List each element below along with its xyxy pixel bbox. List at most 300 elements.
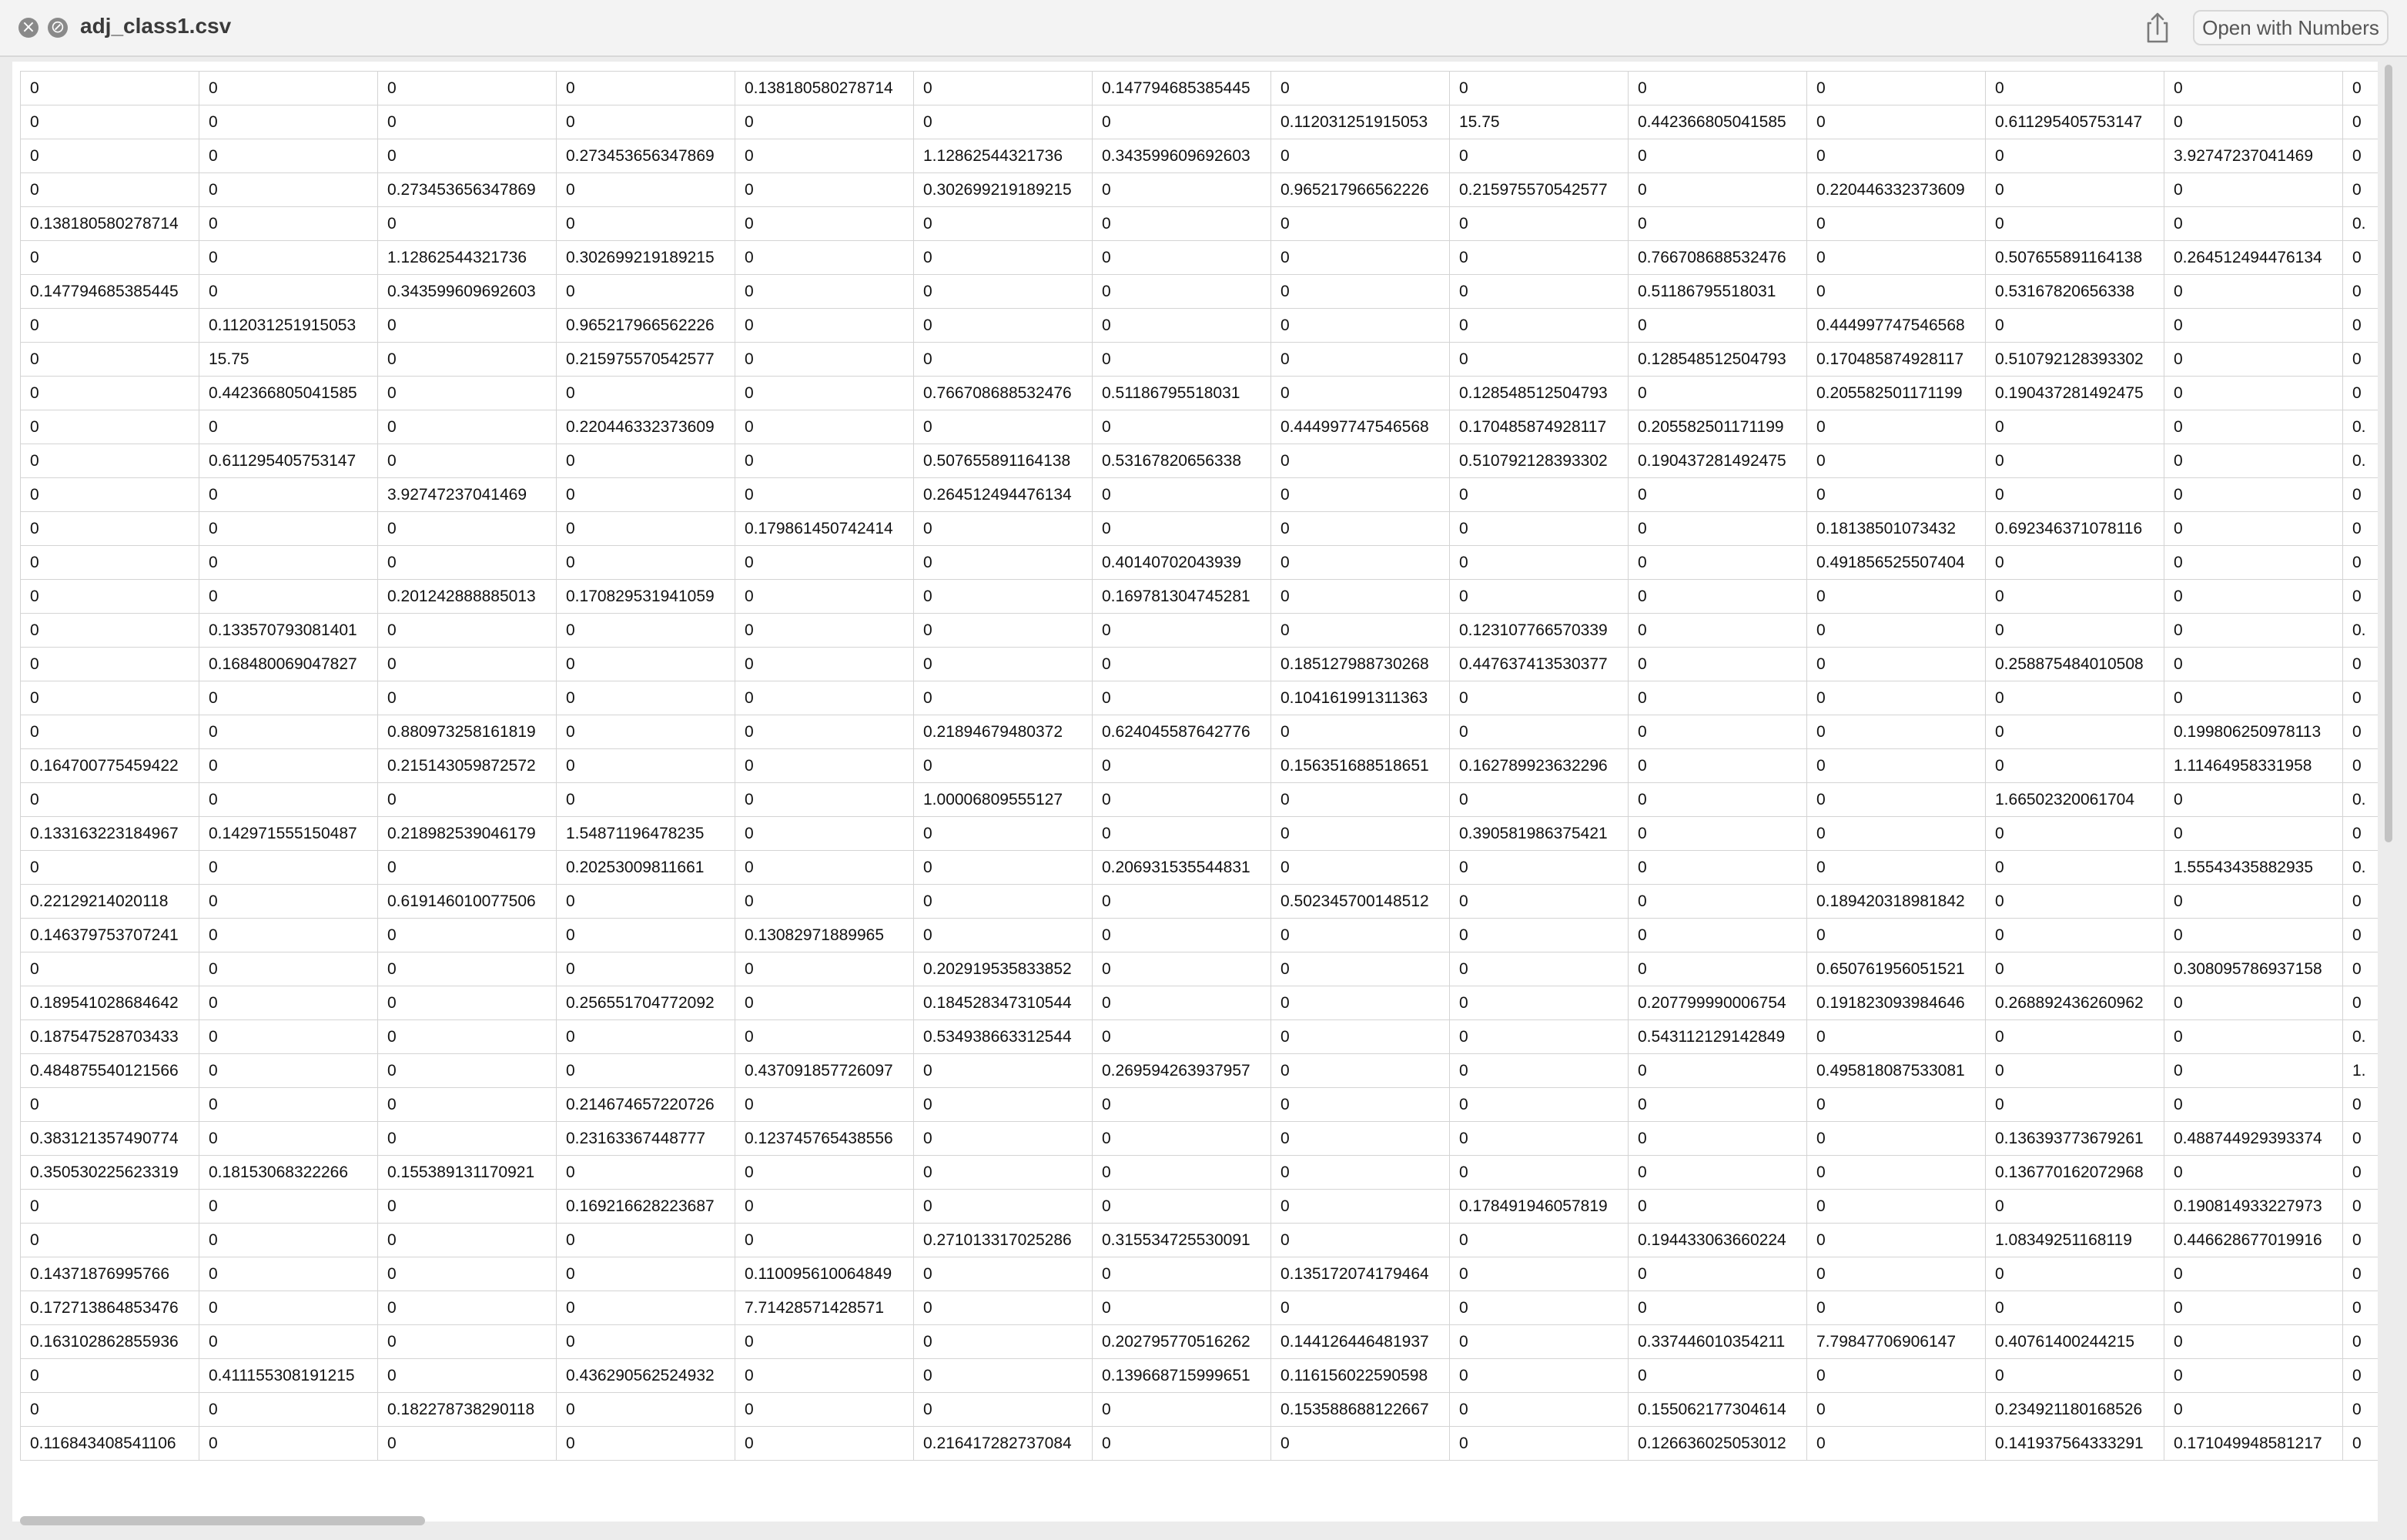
table-cell: 0 (1986, 72, 2164, 105)
table-cell: 0 (1807, 614, 1986, 648)
table-cell: 0 (2343, 919, 2379, 952)
table-cell: 0 (1986, 952, 2164, 986)
table-cell: 0 (735, 715, 914, 749)
table-cell: 0.128548512504793 (1629, 343, 1807, 377)
table-cell: 0.264512494476134 (2164, 241, 2343, 275)
table-cell: 0 (1629, 783, 1807, 817)
table-cell: 0.187547528703433 (21, 1020, 199, 1054)
table-cell: 0 (735, 681, 914, 715)
table-cell: 0 (21, 105, 199, 139)
table-cell: 0.269594263937957 (1093, 1054, 1271, 1088)
table-cell: 0.502345700148512 (1271, 885, 1450, 919)
table-cell: 0 (199, 952, 378, 986)
table-cell: 0 (1450, 1427, 1629, 1461)
table-cell: 0.484875540121566 (21, 1054, 199, 1088)
table-cell: 0 (2343, 1393, 2379, 1427)
table-cell: 0 (199, 851, 378, 885)
table-cell: 1. (2343, 1054, 2379, 1088)
table-cell: 0 (1986, 817, 2164, 851)
table-cell: 0 (1986, 919, 2164, 952)
table-cell: 0.14371876995766 (21, 1257, 199, 1291)
table-cell: 0 (1093, 1156, 1271, 1190)
table-cell: 0 (557, 173, 735, 207)
table-cell: 0.965217966562226 (557, 309, 735, 343)
table-cell: 0 (1807, 1427, 1986, 1461)
table-cell: 0.264512494476134 (914, 478, 1093, 512)
table-cell: 0.169781304745281 (1093, 580, 1271, 614)
table-cell: 0.21894679480372 (914, 715, 1093, 749)
horizontal-scroll-thumb[interactable] (20, 1516, 425, 1525)
table-cell: 0.178491946057819 (1450, 1190, 1629, 1224)
table-cell: 0.191823093984646 (1807, 986, 1986, 1020)
table-cell: 0. (2343, 614, 2379, 648)
disabled-circle-icon[interactable]: ⊘ (48, 18, 68, 38)
table-cell: 0 (1807, 817, 1986, 851)
table-cell: 0 (1271, 139, 1450, 173)
table-cell: 0 (1450, 919, 1629, 952)
table-cell: 0.112031251915053 (199, 309, 378, 343)
table-cell: 0 (2164, 1088, 2343, 1122)
table-cell: 0 (557, 478, 735, 512)
table-cell: 0 (1271, 377, 1450, 410)
table-cell: 0.350530225623319 (21, 1156, 199, 1190)
table-cell: 0 (2343, 275, 2379, 309)
table-cell: 0 (1986, 749, 2164, 783)
table-cell: 0 (1450, 1088, 1629, 1122)
table-cell: 0 (2343, 715, 2379, 749)
table-cell: 0 (199, 1224, 378, 1257)
table-cell: 0 (378, 1257, 557, 1291)
table-cell: 0. (2343, 851, 2379, 885)
table-cell: 0.155062177304614 (1629, 1393, 1807, 1427)
table-cell: 0 (2343, 241, 2379, 275)
table-cell: 0 (735, 173, 914, 207)
table-cell: 0.495818087533081 (1807, 1054, 1986, 1088)
table-cell: 0 (914, 919, 1093, 952)
table-cell: 0 (199, 1020, 378, 1054)
table-row (21, 1156, 2379, 1190)
table-cell: 0 (1807, 580, 1986, 614)
table-cell: 0.51186795518031 (1093, 377, 1271, 410)
table-cell: 0 (1093, 952, 1271, 986)
table-cell: 0 (378, 1427, 557, 1461)
table-cell: 0 (914, 207, 1093, 241)
table-cell: 0.133570793081401 (199, 614, 378, 648)
table-row (21, 512, 2379, 546)
table-cell: 0 (1093, 1190, 1271, 1224)
table-cell: 0.215143059872572 (378, 749, 557, 783)
table-cell: 0 (1629, 1088, 1807, 1122)
table-cell: 0.611295405753147 (199, 444, 378, 478)
table-cell: 0.170485874928117 (1450, 410, 1629, 444)
table-cell: 0 (199, 512, 378, 546)
table-cell: 0.40140702043939 (1093, 546, 1271, 580)
table-cell: 0 (1629, 648, 1807, 681)
table-cell: 0 (2164, 309, 2343, 343)
table-cell: 0 (21, 72, 199, 105)
table-cell: 0 (1271, 478, 1450, 512)
table-cell: 0 (1271, 1122, 1450, 1156)
table-cell: 0 (735, 1224, 914, 1257)
table-cell: 0 (1093, 1257, 1271, 1291)
csv-table (20, 71, 2378, 1461)
table-cell: 0.164700775459422 (21, 749, 199, 783)
table-cell: 0 (199, 72, 378, 105)
table-cell: 0.534938663312544 (914, 1020, 1093, 1054)
share-icon[interactable] (2142, 11, 2173, 45)
table-cell: 0 (199, 105, 378, 139)
table-cell: 0 (914, 817, 1093, 851)
table-cell: 0 (199, 546, 378, 580)
table-cell: 0.199806250978113 (2164, 715, 2343, 749)
table-cell: 0 (1986, 139, 2164, 173)
table-cell: 0.153588688122667 (1271, 1393, 1450, 1427)
table-cell: 0 (1093, 241, 1271, 275)
table-cell: 0 (735, 986, 914, 1020)
table-cell: 0 (21, 715, 199, 749)
table-cell: 0 (2343, 478, 2379, 512)
table-cell: 0.116156022590598 (1271, 1359, 1450, 1393)
table-cell: 0 (1629, 851, 1807, 885)
table-cell: 0 (1093, 986, 1271, 1020)
table-cell: 0 (1629, 580, 1807, 614)
table-cell: 0.135172074179464 (1271, 1257, 1450, 1291)
table-row (21, 1224, 2379, 1257)
table-cell: 0 (914, 851, 1093, 885)
table-cell: 0 (378, 105, 557, 139)
table-cell: 0 (1271, 1054, 1450, 1088)
csv-preview-area[interactable] (12, 62, 2378, 1522)
table-cell: 0 (1629, 1054, 1807, 1088)
table-cell: 0 (21, 241, 199, 275)
table-cell: 0 (2343, 986, 2379, 1020)
table-cell: 0.624045587642776 (1093, 715, 1271, 749)
table-cell: 0 (199, 783, 378, 817)
table-cell: 0 (557, 749, 735, 783)
table-cell: 0 (1271, 851, 1450, 885)
table-cell: 0 (1450, 783, 1629, 817)
table-cell: 0 (1807, 1257, 1986, 1291)
table-cell: 0 (914, 105, 1093, 139)
close-x-icon[interactable]: × (18, 18, 38, 38)
table-cell: 0 (1986, 1257, 2164, 1291)
table-cell: 0 (1093, 1393, 1271, 1427)
table-cell: 0 (735, 614, 914, 648)
table-cell: 0.258875484010508 (1986, 648, 2164, 681)
table-cell: 0 (199, 207, 378, 241)
table-cell: 0 (1093, 749, 1271, 783)
table-row (21, 1020, 2379, 1054)
table-cell: 0 (1986, 478, 2164, 512)
table-cell: 0 (914, 1393, 1093, 1427)
table-cell: 0 (557, 715, 735, 749)
table-cell: 0.619146010077506 (378, 885, 557, 919)
table-cell: 0 (557, 512, 735, 546)
table-cell: 0 (914, 1257, 1093, 1291)
table-cell: 0.437091857726097 (735, 1054, 914, 1088)
table-cell: 0 (1807, 851, 1986, 885)
table-cell: 0 (735, 241, 914, 275)
table-cell: 0 (2164, 919, 2343, 952)
table-cell: 0 (21, 173, 199, 207)
vertical-scroll-thumb[interactable] (2385, 65, 2392, 842)
table-cell: 0 (21, 851, 199, 885)
table-cell: 0 (199, 1257, 378, 1291)
table-cell: 0 (1986, 851, 2164, 885)
table-cell: 0 (1450, 986, 1629, 1020)
table-cell: 7.71428571428571 (735, 1291, 914, 1325)
table-cell: 0 (1271, 580, 1450, 614)
table-cell: 0 (1093, 343, 1271, 377)
table-cell: 0 (1986, 309, 2164, 343)
table-cell: 0 (1450, 1020, 1629, 1054)
table-cell: 0 (2343, 546, 2379, 580)
table-cell: 0 (378, 1359, 557, 1393)
table-cell: 0 (735, 1325, 914, 1359)
table-cell: 0.411155308191215 (199, 1359, 378, 1393)
table-cell: 0.171049948581217 (2164, 1427, 2343, 1461)
table-cell: 0 (1986, 546, 2164, 580)
table-cell: 0.51186795518031 (1629, 275, 1807, 309)
table-cell: 0.170829531941059 (557, 580, 735, 614)
table-cell: 0.488744929393374 (2164, 1122, 2343, 1156)
table-cell: 0 (914, 1054, 1093, 1088)
table-cell: 0 (1807, 444, 1986, 478)
table-cell: 0 (378, 614, 557, 648)
table-cell: 0 (199, 885, 378, 919)
table-cell: 0 (914, 885, 1093, 919)
table-cell: 0 (1807, 139, 1986, 173)
table-cell: 0.53167820656338 (1986, 275, 2164, 309)
table-cell: 0.510792128393302 (1986, 343, 2164, 377)
table-cell: 0 (557, 1427, 735, 1461)
table-cell: 0.273453656347869 (378, 173, 557, 207)
table-cell: 0 (735, 275, 914, 309)
table-cell: 15.75 (199, 343, 378, 377)
table-cell: 0 (1629, 309, 1807, 343)
table-row (21, 851, 2379, 885)
table-cell: 0 (1807, 478, 1986, 512)
table-cell: 0 (735, 648, 914, 681)
table-cell: 0 (1093, 648, 1271, 681)
table-cell: 0 (557, 1054, 735, 1088)
table-cell: 0.146379753707241 (21, 919, 199, 952)
table-cell: 0 (2343, 1325, 2379, 1359)
table-cell: 0 (557, 444, 735, 478)
table-cell: 0.139668715999651 (1093, 1359, 1271, 1393)
table-cell: 0 (1093, 207, 1271, 241)
table-cell: 0 (1093, 105, 1271, 139)
table-cell: 0 (2164, 783, 2343, 817)
table-cell: 0 (1629, 885, 1807, 919)
table-cell: 0 (199, 749, 378, 783)
table-cell: 0.302699219189215 (557, 241, 735, 275)
table-cell: 0 (21, 546, 199, 580)
table-cell: 0.23163367448777 (557, 1122, 735, 1156)
table-cell: 0. (2343, 410, 2379, 444)
table-cell: 3.92747237041469 (378, 478, 557, 512)
table-cell: 0 (1450, 1393, 1629, 1427)
table-row (21, 1427, 2379, 1461)
table-cell: 0 (735, 546, 914, 580)
table-cell: 0.190437281492475 (1629, 444, 1807, 478)
table-cell: 0 (2164, 1393, 2343, 1427)
table-cell: 0.202919535833852 (914, 952, 1093, 986)
table-cell: 0 (378, 512, 557, 546)
table-cell: 0 (1629, 1359, 1807, 1393)
table-cell: 0 (1986, 1020, 2164, 1054)
table-cell: 0.965217966562226 (1271, 173, 1450, 207)
table-cell: 0 (1093, 1291, 1271, 1325)
table-cell: 0 (735, 749, 914, 783)
table-cell: 0 (1093, 410, 1271, 444)
table-cell: 0 (914, 1122, 1093, 1156)
table-cell: 0 (2164, 105, 2343, 139)
table-cell: 0 (1271, 614, 1450, 648)
table-cell: 0 (1629, 1156, 1807, 1190)
table-cell: 0 (1629, 546, 1807, 580)
table-cell: 0 (557, 1257, 735, 1291)
table-cell: 0 (1093, 1088, 1271, 1122)
table-cell: 1.12862544321736 (378, 241, 557, 275)
table-cell: 0 (199, 1088, 378, 1122)
table-cell: 0.442366805041585 (199, 377, 378, 410)
table-cell: 0.343599609692603 (378, 275, 557, 309)
table-cell: 0 (1450, 512, 1629, 546)
table-row (21, 749, 2379, 783)
table-cell: 0 (1450, 72, 1629, 105)
table-cell: 1.55543435882935 (2164, 851, 2343, 885)
table-cell: 0 (21, 952, 199, 986)
table-cell: 0 (2164, 648, 2343, 681)
table-cell: 0 (2164, 207, 2343, 241)
table-cell: 0 (735, 207, 914, 241)
table-cell: 0.766708688532476 (1629, 241, 1807, 275)
table-cell: 0.22129214020118 (21, 885, 199, 919)
table-row (21, 105, 2379, 139)
table-cell: 0 (1093, 478, 1271, 512)
table-row (21, 681, 2379, 715)
table-cell: 0 (735, 444, 914, 478)
table-cell: 0.766708688532476 (914, 377, 1093, 410)
table-row (21, 885, 2379, 919)
table-cell: 0 (199, 580, 378, 614)
table-cell: 0 (914, 1190, 1093, 1224)
table-cell: 0 (2343, 681, 2379, 715)
table-row (21, 410, 2379, 444)
table-cell: 0 (914, 1291, 1093, 1325)
table-cell: 0.190437281492475 (1986, 377, 2164, 410)
table-cell: 0 (1450, 1325, 1629, 1359)
table-cell: 0.436290562524932 (557, 1359, 735, 1393)
table-row (21, 1325, 2379, 1359)
table-cell: 0 (735, 1359, 914, 1393)
table-cell: 0 (1271, 546, 1450, 580)
table-cell: 0 (1629, 1122, 1807, 1156)
table-cell: 0 (2343, 139, 2379, 173)
table-cell: 0 (557, 885, 735, 919)
table-cell: 0.156351688518651 (1271, 749, 1450, 783)
table-cell: 0 (2164, 1020, 2343, 1054)
table-cell: 0 (378, 952, 557, 986)
table-cell: 0 (21, 783, 199, 817)
table-cell: 3.92747237041469 (2164, 139, 2343, 173)
table-cell: 0 (1271, 952, 1450, 986)
table-cell: 0 (1629, 749, 1807, 783)
table-cell: 0.168480069047827 (199, 648, 378, 681)
table-row (21, 444, 2379, 478)
table-cell: 0 (1450, 681, 1629, 715)
table-cell: 0 (1271, 309, 1450, 343)
table-cell: 0 (557, 1224, 735, 1257)
table-cell: 0 (2343, 749, 2379, 783)
table-cell: 0 (557, 546, 735, 580)
table-cell: 0 (557, 952, 735, 986)
table-cell: 0 (199, 986, 378, 1020)
table-cell: 0.273453656347869 (557, 139, 735, 173)
table-cell: 0 (199, 1325, 378, 1359)
table-cell: 15.75 (1450, 105, 1629, 139)
table-cell: 0 (2164, 478, 2343, 512)
table-row (21, 207, 2379, 241)
table-cell: 0.507655891164138 (1986, 241, 2164, 275)
table-cell: 0 (557, 681, 735, 715)
table-cell: 0 (1271, 783, 1450, 817)
table-cell: 0 (914, 749, 1093, 783)
table-cell: 0.155389131170921 (378, 1156, 557, 1190)
table-cell: 0.390581986375421 (1450, 817, 1629, 851)
table-cell: 0.18138501073432 (1807, 512, 1986, 546)
table-cell: 0 (1629, 377, 1807, 410)
table-cell: 0 (2343, 72, 2379, 105)
table-cell: 0 (2164, 410, 2343, 444)
table-cell: 0.315534725530091 (1093, 1224, 1271, 1257)
table-cell: 0 (378, 851, 557, 885)
table-cell: 0.138180580278714 (21, 207, 199, 241)
table-row (21, 919, 2379, 952)
table-cell: 0. (2343, 1020, 2379, 1054)
table-cell: 0.447637413530377 (1450, 648, 1629, 681)
table-cell: 0 (735, 1020, 914, 1054)
table-cell: 0 (378, 783, 557, 817)
table-cell: 0.112031251915053 (1271, 105, 1450, 139)
table-cell: 0 (914, 1325, 1093, 1359)
table-cell: 0 (1807, 72, 1986, 105)
table-cell: 0.215975570542577 (1450, 173, 1629, 207)
table-cell: 0 (914, 1156, 1093, 1190)
table-cell: 0 (1093, 885, 1271, 919)
table-row (21, 1054, 2379, 1088)
table-cell: 0 (21, 681, 199, 715)
table-cell: 0 (199, 275, 378, 309)
table-cell: 0.163102862855936 (21, 1325, 199, 1359)
table-cell: 0 (378, 1325, 557, 1359)
open-with-numbers-button[interactable]: Open with Numbers (2193, 10, 2389, 45)
table-cell: 0.543112129142849 (1629, 1020, 1807, 1054)
table-cell: 0 (199, 1054, 378, 1088)
table-cell: 0 (557, 105, 735, 139)
table-cell: 0 (557, 614, 735, 648)
table-cell: 0 (1450, 546, 1629, 580)
table-row (21, 1257, 2379, 1291)
table-cell: 0 (1986, 1291, 2164, 1325)
table-cell: 0 (1629, 715, 1807, 749)
table-cell: 0 (735, 952, 914, 986)
table-cell: 0 (1807, 919, 1986, 952)
table-cell: 0. (2343, 783, 2379, 817)
table-cell: 0.343599609692603 (1093, 139, 1271, 173)
table-row (21, 1122, 2379, 1156)
